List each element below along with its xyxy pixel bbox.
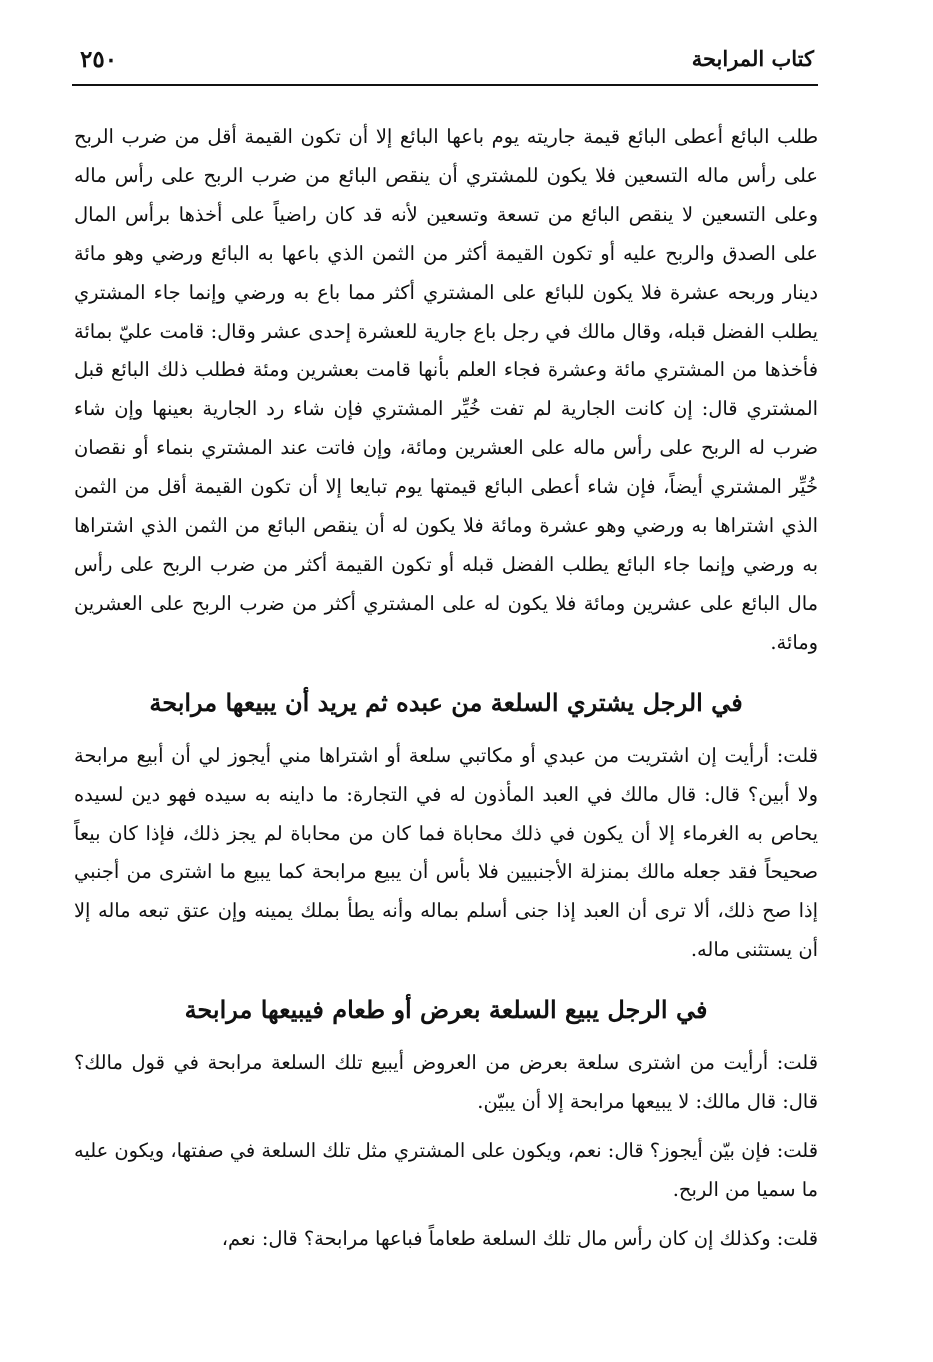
section-heading-1: في الرجل يشتري السلعة من عبده ثم يريد أن يبيعها مرابحة [149,687,743,717]
paragraph-1: طلب البائع أعطى البائع قيمة جاريته يوم باعها البائع إلا أن تكون القيمة أقل من ضرب الربح على رأس ماله التسعين فلا يكون للمشتري أن ينقص البائع من ضرب الربح على رأس ماله وعلى التسعين لا ينقص البائع من تسعة وتسعين لأنه قد كان راضياً على أخذها برأس المال على الصدق والربح عليه أو تكون القيمة أكثر من الثمن الذي باعها به البائع ورضي وهو مائة دينار وربحه عشرة فلا يكون للبائع على المشتري أكثر مما باع به ورضي وإنما جاء المشتري يطلب الفضل قبله، وقال مالك في رجل باع جارية للعشرة إحدى عشر وقال: قامت عليّ بمائة فأخذها من المشتري مائة وعشرة فجاء العلم بأنها قامت بعشرين ومئة فطلب ذلك البائع قبل المشتري قال: إن كانت الجارية لم تفت خُيِّر المشتري فإن شاء رد الجارية بعينها وإن شاء ضرب له الربح على رأس ماله على العشرين ومائة، وإن فاتت عند المشتري بنماء أو نقصان خُيِّر المشتري أيضاً، فإن شاء أعطى البائع قيمتها يوم تبايعا إلا أن تكون القيمة أقل من الثمن الذي اشتراها به ورضي وهو عشرة ومائة فلا يكون له أن ينقص البائع من الثمن الذي اشتراها به ورضي وإنما جاء البائع يطلب الفضل قبله أو تكون القيمة أكثر من ضرب الربح على رأس مال البائع على عشرين ومائة فلا يكون له على المشتري أكثر من ضرب الربح على العشرين ومائة. [74,125,818,654]
section-heading-2: في الرجل يبيع السلعة بعرض أو طعام فيبيعها مرابحة [184,995,708,1025]
paragraph-2: قلت: أرأيت إن اشتريت من عبدي أو مكاتبي سلعة أو اشتراها مني أيجوز لي أن أبيع مرابحة ولا أبين؟ قال: قال مالك في العبد المأذون له في التجارة: ما داينه به سيده فهو دين لسيده يحاص به الغرماء إلا أن يكون في ذلك محاباة فما كان من محاباة لم يجز ذلك، فإذا كان بيعاً صحيحاً فقد جعله مالك بمنزلة الأجنبيين فلا بأس أن يبيع مرابحة كما يبيع ما اشترى من أجنبي إذا صح ذلك، ألا ترى أن العبد إذا جنى أسلم بماله وأنه يطأ بملك يمينه وإن عتق تبعه ماله إلا أن يستثنى ماله. [74,743,818,962]
page-number: ٢٥٠ [80,46,118,73]
paragraph-3: قلت: أرأيت من اشترى سلعة بعرض من العروض أيبيع تلك السلعة مرابحة في قول مالك؟ قال: قال مالك: لا يبيعها مرابحة إلا أن يبيّن. [74,1051,818,1114]
paragraph-4: قلت: فإن بيّن أيجوز؟ قال: نعم، ويكون على المشتري مثل تلك السلعة في صفتها، ويكون عليه ما سميا من الربح. [74,1138,818,1201]
paragraph-5: قلت: وكذلك إن كان رأس مال تلك السلعة طعاماً فباعها مرابحة؟ قال: نعم، [221,1226,818,1250]
page-header [72,40,818,86]
page-body [74,118,818,1259]
book-title: كتاب المرابحة [691,46,814,71]
